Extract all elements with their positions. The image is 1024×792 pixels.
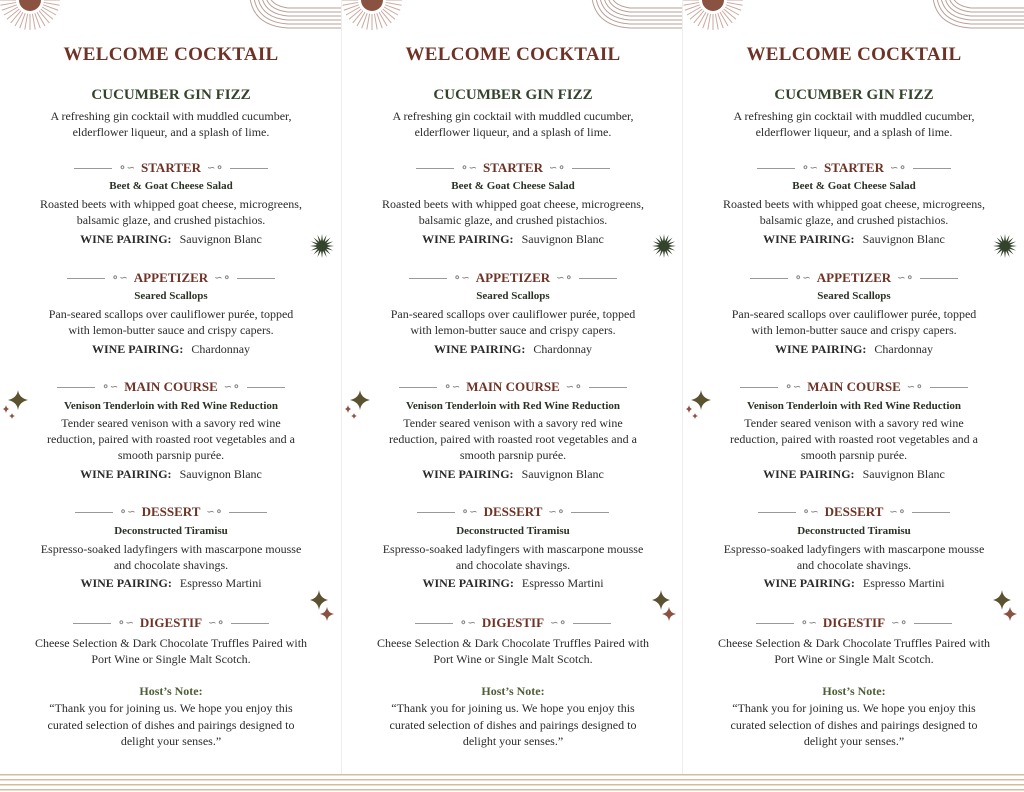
swirl-icon: ∽⚬	[565, 381, 583, 393]
divider-line	[914, 623, 952, 624]
wine-pairing	[342, 342, 683, 357]
menu-title: WELCOME COCKTAIL	[63, 44, 279, 65]
section-heading-main-course	[683, 379, 1024, 395]
dish-name: Seared Scallops	[134, 290, 208, 302]
cocktail-description: elderflower liqueur, and a splash of lime.	[414, 125, 612, 139]
section-heading-starter	[342, 160, 683, 176]
swirl-icon: ∽⚬	[897, 272, 914, 284]
swirl-icon: ⚬∽	[117, 617, 134, 629]
section-heading-main-course	[0, 379, 342, 395]
wine-pairing	[0, 576, 342, 591]
host-note-text: delight your senses.”	[462, 734, 564, 748]
wine-pairing-value: Chardonnay	[191, 342, 251, 356]
dish-description: Pan-seared scallops over cauliflower purée, topped	[390, 307, 636, 321]
host-note-label: Host’s Note:	[481, 684, 545, 698]
section-heading-starter	[0, 160, 342, 176]
cocktail-description: A refreshing gin cocktail with muddled cucumber,	[733, 109, 975, 123]
dish-description: smooth parsnip purée.	[459, 448, 567, 462]
wine-pairing-label: WINE PAIRING:	[763, 576, 855, 590]
dish-description: Roasted beets with whipped goat cheese, microgreens,	[382, 197, 644, 211]
wine-pairing	[683, 232, 1024, 247]
swirl-icon: ⚬∽	[118, 506, 136, 518]
sun-icon	[0, 0, 70, 35]
wine-pairing-label: WINE PAIRING:	[80, 576, 172, 590]
section-heading-label: STARTER	[141, 160, 201, 175]
dish-name: Beet & Goat Cheese Salad	[451, 180, 575, 192]
swirl-icon: ∽⚬	[889, 506, 907, 518]
divider-line	[75, 512, 113, 513]
bottom-stripes-decoration	[0, 774, 1024, 792]
menu-panel	[0, 0, 342, 792]
divider-line	[750, 278, 788, 279]
divider-line	[740, 387, 778, 388]
divider-line	[757, 168, 795, 169]
section-heading-label: APPETIZER	[475, 270, 551, 285]
divider-line	[229, 512, 267, 513]
section-heading-digestif	[683, 615, 1024, 631]
section-heading-digestif	[0, 615, 342, 631]
wine-pairing	[342, 232, 683, 247]
dish-name: Deconstructed Tiramisu	[114, 525, 228, 537]
dish-description: smooth parsnip purée.	[800, 448, 908, 462]
section-heading-appetizer	[342, 270, 683, 286]
dish-name: Deconstructed Tiramisu	[456, 525, 570, 537]
wine-pairing-label: WINE PAIRING:	[422, 576, 514, 590]
wine-pairing	[0, 342, 342, 357]
section-heading-label: APPETIZER	[133, 270, 209, 285]
swirl-icon: ⚬∽	[784, 381, 802, 393]
swirl-icon: ⚬∽	[101, 381, 119, 393]
swirl-icon: ⚬∽	[460, 506, 478, 518]
swirl-icon: ∽⚬	[208, 617, 225, 629]
dish-description: with lemon-butter sauce and crispy capers.	[410, 323, 616, 337]
host-note-label: Host’s Note:	[822, 684, 886, 698]
sun-icon	[683, 0, 753, 35]
wine-pairing-value: Sauvignon Blanc	[179, 232, 262, 246]
swirl-icon: ∽⚬	[550, 617, 567, 629]
swirl-icon: ∽⚬	[223, 381, 241, 393]
divider-line	[930, 387, 968, 388]
dish-description: Espresso-soaked ladyfingers with mascarpone mousse	[723, 542, 985, 556]
section-heading-label: DESSERT	[141, 504, 201, 519]
dish-description: Roasted beets with whipped goat cheese, microgreens,	[723, 197, 985, 211]
dish-description: and chocolate shavings.	[113, 558, 229, 572]
swirl-icon: ⚬∽	[118, 162, 135, 174]
section-heading-label: APPETIZER	[816, 270, 892, 285]
divider-line	[912, 512, 950, 513]
divider-line	[230, 168, 268, 169]
wine-pairing-value: Sauvignon Blanc	[521, 232, 604, 246]
dish-description: with lemon-butter sauce and crispy capers.	[68, 323, 274, 337]
menu-title: WELCOME COCKTAIL	[746, 44, 962, 65]
dish-description: Tender seared venison with a savory red wine	[403, 416, 623, 430]
wine-pairing-value: Sauvignon Blanc	[862, 467, 945, 481]
swirl-icon: ⚬∽	[801, 506, 819, 518]
section-heading-appetizer	[683, 270, 1024, 286]
divider-line	[237, 278, 275, 279]
dish-description: reduction, paired with roasted root vegetables and a	[389, 432, 637, 446]
wine-pairing-value: Sauvignon Blanc	[521, 467, 604, 481]
swirl-icon: ⚬∽	[111, 272, 128, 284]
host-note-text: curated selection of dishes and pairings designed to	[730, 717, 978, 732]
section-heading-appetizer	[0, 270, 342, 286]
wine-pairing	[683, 576, 1024, 591]
section-heading-label: DIGESTIF	[822, 615, 886, 630]
wine-pairing	[683, 467, 1024, 482]
section-heading-dessert	[342, 504, 683, 520]
menu-panel	[682, 0, 1024, 792]
divider-line	[573, 623, 611, 624]
dish-description: Port Wine or Single Malt Scotch.	[774, 652, 934, 666]
wine-pairing-label: WINE PAIRING:	[763, 232, 855, 246]
swirl-icon: ⚬∽	[800, 617, 817, 629]
cocktail-name: CUCUMBER GIN FIZZ	[91, 87, 251, 103]
divider-line	[589, 387, 627, 388]
host-note-text: “Thank you for joining us. We hope you enjoy this	[49, 701, 293, 715]
divider-line	[571, 512, 609, 513]
swirl-icon: ∽⚬	[206, 506, 224, 518]
swirl-icon: ∽⚬	[906, 381, 924, 393]
cocktail-description: elderflower liqueur, and a splash of lime.	[755, 125, 953, 139]
dish-name: Seared Scallops	[817, 290, 891, 302]
cocktail-name: CUCUMBER GIN FIZZ	[774, 87, 934, 103]
dish-description: smooth parsnip purée.	[117, 448, 225, 462]
wine-pairing-label: WINE PAIRING:	[433, 342, 526, 356]
wine-pairing-label: WINE PAIRING:	[80, 467, 172, 481]
wine-pairing	[342, 467, 683, 482]
section-heading-dessert	[0, 504, 342, 520]
sun-icon	[342, 0, 412, 35]
host-note-text: delight your senses.”	[120, 734, 222, 748]
swirl-icon: ∽⚬	[548, 506, 566, 518]
dish-description: Tender seared venison with a savory red wine	[61, 416, 281, 430]
swirl-icon: ⚬∽	[794, 272, 811, 284]
host-note-label: Host’s Note:	[139, 684, 203, 698]
section-heading-label: STARTER	[824, 160, 884, 175]
wine-pairing-label: WINE PAIRING:	[763, 467, 855, 481]
wine-pairing	[683, 342, 1024, 357]
cocktail-description: A refreshing gin cocktail with muddled cucumber,	[392, 109, 634, 123]
divider-line	[758, 512, 796, 513]
swirl-icon: ∽⚬	[556, 272, 573, 284]
menu-panel	[341, 0, 683, 792]
swirl-icon: ∽⚬	[890, 162, 907, 174]
section-heading-label: MAIN COURSE	[466, 379, 560, 394]
host-note-text: curated selection of dishes and pairings designed to	[47, 717, 295, 732]
divider-line	[231, 623, 269, 624]
section-heading-digestif	[342, 615, 683, 631]
wine-pairing-value: Chardonnay	[533, 342, 593, 356]
wine-pairing-value: Espresso Martini	[862, 576, 945, 590]
dish-name: Seared Scallops	[476, 290, 550, 302]
dish-description: and chocolate shavings.	[455, 558, 571, 572]
dish-description: Roasted beets with whipped goat cheese, microgreens,	[40, 197, 302, 211]
divider-line	[409, 278, 447, 279]
dish-description: Port Wine or Single Malt Scotch.	[433, 652, 593, 666]
divider-line	[74, 168, 112, 169]
dish-description: balsamic glaze, and crushed pistachios.	[759, 213, 949, 227]
dish-description: Pan-seared scallops over cauliflower purée, topped	[48, 307, 294, 321]
dish-name: Venison Tenderloin with Red Wine Reduction	[63, 400, 279, 412]
section-heading-label: DIGESTIF	[481, 615, 545, 630]
dish-name: Beet & Goat Cheese Salad	[109, 180, 233, 192]
swirl-icon: ⚬∽	[801, 162, 818, 174]
dish-description: reduction, paired with roasted root vegetables and a	[730, 432, 978, 446]
dish-description: Cheese Selection & Dark Chocolate Truffles Paired with	[34, 636, 308, 650]
dish-name: Deconstructed Tiramisu	[797, 525, 911, 537]
section-heading-label: DESSERT	[824, 504, 884, 519]
divider-line	[416, 168, 454, 169]
dish-description: and chocolate shavings.	[796, 558, 912, 572]
arc-lines-decoration	[248, 0, 342, 35]
dish-description: Port Wine or Single Malt Scotch.	[91, 652, 251, 666]
divider-line	[417, 512, 455, 513]
menu-title: WELCOME COCKTAIL	[405, 44, 621, 65]
swirl-icon: ∽⚬	[549, 162, 566, 174]
wine-pairing-label: WINE PAIRING:	[80, 232, 172, 246]
section-heading-label: MAIN COURSE	[124, 379, 218, 394]
divider-line	[57, 387, 95, 388]
dish-description: Espresso-soaked ladyfingers with mascarpone mousse	[40, 542, 302, 556]
host-note-text: curated selection of dishes and pairings designed to	[389, 717, 637, 732]
divider-line	[67, 278, 105, 279]
dish-description: Cheese Selection & Dark Chocolate Truffles Paired with	[376, 636, 650, 650]
wine-pairing-label: WINE PAIRING:	[422, 467, 514, 481]
cocktail-description: elderflower liqueur, and a splash of lime.	[72, 125, 270, 139]
section-heading-label: MAIN COURSE	[807, 379, 901, 394]
section-heading-label: DESSERT	[483, 504, 543, 519]
dish-description: Tender seared venison with a savory red wine	[744, 416, 964, 430]
wine-pairing-value: Sauvignon Blanc	[179, 467, 262, 481]
dish-name: Beet & Goat Cheese Salad	[792, 180, 916, 192]
wine-pairing	[342, 576, 683, 591]
arc-lines-decoration	[590, 0, 683, 35]
host-note-text: “Thank you for joining us. We hope you enjoy this	[391, 701, 635, 715]
divider-line	[756, 623, 794, 624]
divider-line	[399, 387, 437, 388]
cocktail-name: CUCUMBER GIN FIZZ	[433, 87, 593, 103]
section-heading-starter	[683, 160, 1024, 176]
swirl-icon: ⚬∽	[443, 381, 461, 393]
wine-pairing	[0, 467, 342, 482]
divider-line	[247, 387, 285, 388]
wine-pairing-label: WINE PAIRING:	[422, 232, 514, 246]
wine-pairing-value: Espresso Martini	[179, 576, 262, 590]
divider-line	[572, 168, 610, 169]
host-note-text: “Thank you for joining us. We hope you enjoy this	[732, 701, 976, 715]
section-heading-label: DIGESTIF	[139, 615, 203, 630]
swirl-icon: ∽⚬	[207, 162, 224, 174]
divider-line	[415, 623, 453, 624]
section-heading-main-course	[342, 379, 683, 395]
dish-name: Venison Tenderloin with Red Wine Reduction	[746, 400, 962, 412]
wine-pairing-value: Espresso Martini	[521, 576, 604, 590]
swirl-icon: ⚬∽	[460, 162, 477, 174]
swirl-icon: ⚬∽	[459, 617, 476, 629]
wine-pairing	[0, 232, 342, 247]
wine-pairing-label: WINE PAIRING:	[91, 342, 184, 356]
host-note-text: delight your senses.”	[803, 734, 905, 748]
swirl-icon: ⚬∽	[453, 272, 470, 284]
dish-description: balsamic glaze, and crushed pistachios.	[76, 213, 266, 227]
section-heading-label: STARTER	[483, 160, 543, 175]
wine-pairing-label: WINE PAIRING:	[774, 342, 867, 356]
swirl-icon: ∽⚬	[214, 272, 231, 284]
cocktail-description: A refreshing gin cocktail with muddled cucumber,	[50, 109, 292, 123]
dish-name: Venison Tenderloin with Red Wine Reduction	[405, 400, 621, 412]
dish-description: Cheese Selection & Dark Chocolate Truffles Paired with	[717, 636, 991, 650]
wine-pairing-value: Chardonnay	[874, 342, 934, 356]
divider-line	[73, 623, 111, 624]
dish-description: balsamic glaze, and crushed pistachios.	[418, 213, 608, 227]
divider-line	[913, 168, 951, 169]
divider-line	[920, 278, 958, 279]
wine-pairing-value: Sauvignon Blanc	[862, 232, 945, 246]
divider-line	[579, 278, 617, 279]
dish-description: reduction, paired with roasted root vegetables and a	[47, 432, 295, 446]
arc-lines-decoration	[931, 0, 1024, 35]
section-heading-dessert	[683, 504, 1024, 520]
dish-description: with lemon-butter sauce and crispy capers.	[751, 323, 957, 337]
swirl-icon: ∽⚬	[891, 617, 908, 629]
dish-description: Espresso-soaked ladyfingers with mascarpone mousse	[382, 542, 644, 556]
dish-description: Pan-seared scallops over cauliflower purée, topped	[731, 307, 977, 321]
